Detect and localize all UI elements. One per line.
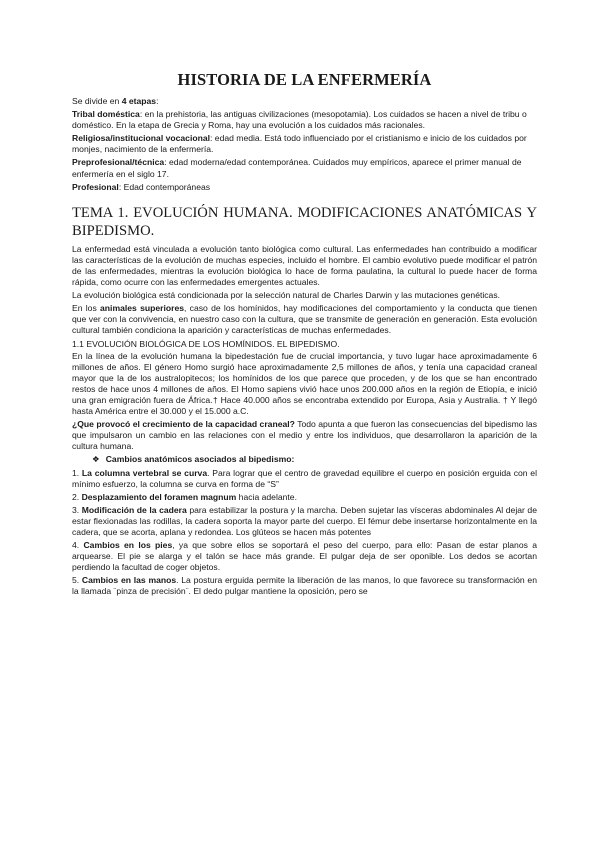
list-item [72, 540, 537, 573]
list-term: Cambios en las manos [81, 575, 177, 586]
list-term: Cambios en los pies [83, 540, 173, 551]
intro-lead-bold: 4 etapas [121, 96, 157, 106]
list-number: 2. [72, 491, 82, 502]
body-paragraph: En la línea de la evolución humana la bipedestación fue de crucial importancia, y tuvo lugar hace aproximadamente 6 millones de años. El género Homo surgió hace aproximadamente 2,5 millones de años, y tenía una capacidad craneal mayor que la de los australopitecos; los homínidos de los que parece que proceden, y de los que se han encontrado restos de hace unos 4 millones de años. El Homo sapiens vivió hace unos 200.000 años en la región de Etiopía, e inició una gran emigración fuera de África.† Hace 40.000 años se encontraba extendido por Europa, Asia y Australia. † Y llegó hasta América entre el 30.000 y el 15.000 a.C. [72, 350, 537, 417]
body-paragraph [72, 303, 537, 336]
stage-paragraph [72, 157, 537, 179]
body-paragraph: La evolución biológica está condicionada por la selección natural de Charles Darwin y las mutaciones genéticas. [72, 290, 501, 301]
stage-paragraph [72, 133, 537, 155]
intro-section [72, 96, 537, 193]
body-paragraph: La enfermedad está vinculada a evolución tanto biológica como cultural. Las enfermedades han contribuido a modificar las características de la evolución de muchas especies, incluido el hombre. El cambio evolutivo puede modificar el patrón de las enfermedades, mientras la evolución biológica lo hace de forma paulatina, la cultural lo puede hacer de forma rápida, como ocurre con las enfermedades emergentes actuales. [72, 243, 537, 288]
body-bold: animales superiores [100, 303, 185, 314]
section-heading: 1.1 EVOLUCIÓN BIOLÓGICA DE LOS HOMÍNIDOS. EL BIPEDISMO. [72, 338, 340, 349]
stage-text: : Edad contemporáneas [118, 181, 211, 192]
stage-term: Profesional [72, 181, 119, 192]
intro-lead-text: Se divide en [72, 96, 122, 106]
body-text: , caso de los homínidos, hay modificaciones del comportamiento y la conducta que tienen que ver con la convivencia, en nuestro caso con la cultura, que se transmite de generación en generación. Esta evolución cultural también condiciona la aparición y características de muchas enfermedades. [72, 303, 537, 336]
list-text: . La postura erguida permite la liberación de las manos, lo que favorece su transformación en la llamada ¨pinza de precisión¨. El dedo pulgar mantiene la oposición, pero se [72, 575, 537, 597]
intro-lead [72, 96, 537, 107]
body-paragraph [72, 419, 537, 452]
list-text: para estabilizar la postura y la marcha. Deben sujetar las vísceras abdominales Al dejar de estar flexionadas las rodillas, la cadera soporta la mayor parte del cuerpo. El fémur debe insertarse horizontalmente en la cadera, que se acorta, aplana y redondea. Los glúteos se hacen más potentes [72, 504, 537, 537]
stage-term: Tribal doméstica [72, 109, 140, 120]
stage-text: : edad media. Está todo influenciado por el cristianismo e inicio de los cuidados por monjes, nacimiento de la enfermería. [72, 133, 527, 155]
list-term: La columna vertebral se curva [81, 467, 208, 478]
list-term: Desplazamiento del foramen magnum [81, 491, 237, 502]
list-term: Modificación de la cadera [81, 504, 187, 515]
list-item [72, 505, 537, 538]
document-title: HISTORIA DE LA ENFERMERÍA [177, 70, 432, 89]
diamond-bullet-icon: ❖ [92, 454, 100, 465]
stage-paragraph [72, 109, 537, 131]
list-number: 4. [72, 540, 84, 551]
tema-heading: TEMA 1. EVOLUCIÓN HUMANA. MODIFICACIONES ANATÓMICAS Y BIPEDISMO. [72, 204, 537, 239]
list-number: 1. [72, 467, 82, 478]
stage-text: : edad moderna/edad contemporánea. Cuidados muy empíricos, aparece el primer manual de enfermería en el siglo 17. [72, 157, 522, 179]
anatomical-changes-list [72, 468, 537, 598]
body-bold: ¿Que provocó el crecimiento de la capacidad craneal? [72, 419, 295, 430]
bullet-heading-text: Cambios anatómicos asociados al bipedismo: [105, 454, 295, 465]
list-text: hacia adelante. [236, 491, 297, 502]
body-text: En los [72, 303, 101, 314]
list-item [72, 575, 537, 597]
body-text: Todo apunta a que fueron las consecuencias del bipedismo las que impulsaron un cambio en las relaciones con el medio y entre los individuos, que desarrollaron la aparición de la cultura humana. [72, 419, 538, 452]
stage-text: : en la prehistoria, las antiguas civilizaciones (mesopotamia). Los cuidados se hacen a nivel de tribu o doméstico. En la etapa de Grecia y Roma, hay una evolución a los cuidados más racionales. [72, 109, 527, 131]
stage-term: Preprofesional/técnica [72, 157, 165, 168]
bullet-heading [92, 454, 537, 465]
list-text: , ya que sobre ellos se soportará el peso del cuerpo, para ello: Pasan de estar planos a arquearse. El pie se alarga y el talón se hace más grande. El pulgar deja de ser oponible. Los dedos se acortan perdiendo la facultad de coger objetos. [72, 540, 537, 573]
list-item [72, 468, 537, 490]
list-text: . Para lograr que el centro de gravedad equilibre el cuerpo en posición erguida con el mínimo esfuerzo, la columna se curva en forma de “S” [72, 467, 537, 489]
stage-paragraph [72, 182, 537, 193]
list-number: 3. [72, 504, 82, 515]
stage-term: Religiosa/institucional vocacional [72, 133, 211, 144]
list-item [72, 492, 537, 503]
intro-lead-colon: : [156, 96, 159, 106]
list-number: 5. [72, 575, 82, 586]
